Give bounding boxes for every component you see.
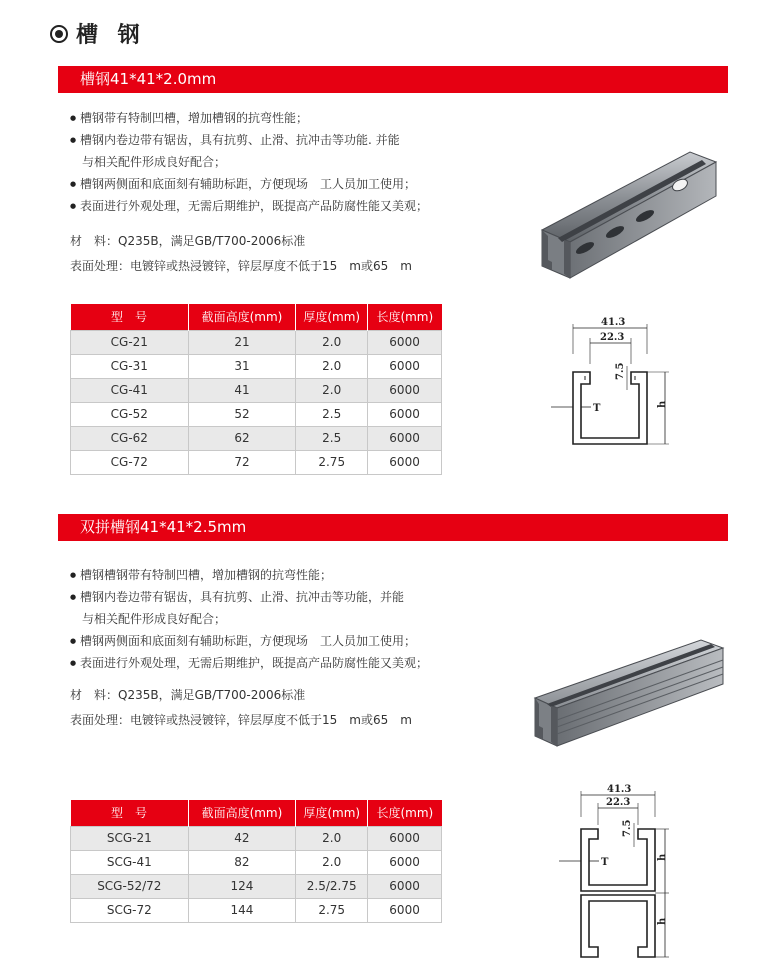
cell-model: CG-52 <box>71 402 189 426</box>
channel-product-image <box>530 140 730 290</box>
col-header-thickness: 厚度(mm) <box>296 304 368 330</box>
cell-height: 124 <box>188 874 296 898</box>
cell-length: 6000 <box>368 402 442 426</box>
cell-thickness: 2.5 <box>296 426 368 450</box>
material-spec <box>70 683 490 733</box>
cell-model: CG-62 <box>71 426 189 450</box>
dim-opening: 22.3 <box>606 797 631 808</box>
cell-length: 6000 <box>368 850 442 874</box>
surface-treatment-line: 表面处理：电镀锌或热浸镀锌，锌层厚度不低于15 m或65 m <box>70 713 412 727</box>
cell-length: 6000 <box>368 874 442 898</box>
dim-height-lower: h <box>657 917 668 925</box>
feature-item: ● 槽钢带有特制凹槽，增加槽钢的抗弯性能； <box>70 107 490 129</box>
cell-thickness: 2.0 <box>296 354 368 378</box>
double-channel-product-image <box>525 628 730 758</box>
table-row <box>71 850 442 874</box>
spec-table <box>70 800 442 923</box>
cell-length: 6000 <box>368 378 442 402</box>
feature-item: ● 槽钢内卷边带有锯齿，具有抗剪、止滑、抗冲击等功能. 并能 <box>70 129 490 151</box>
table-row <box>71 378 442 402</box>
dim-opening: 22.3 <box>600 332 625 343</box>
table-row <box>71 450 442 474</box>
cell-height: 42 <box>188 826 296 850</box>
cell-height: 41 <box>188 378 296 402</box>
cell-thickness: 2.5 <box>296 402 368 426</box>
feature-item: ● 表面进行外观处理，无需后期维护，既提高产品防腐性能又美观； <box>70 652 490 674</box>
feature-item: ● 槽钢两侧面和底面刻有辅助标距，方便现场 工人员加工使用； <box>70 630 490 652</box>
dim-thickness: T <box>601 857 609 868</box>
cell-length: 6000 <box>368 354 442 378</box>
table-row <box>71 898 442 922</box>
cell-model: SCG-72 <box>71 898 189 922</box>
col-header-height: 截面高度(mm) <box>188 800 296 826</box>
cell-height: 21 <box>188 330 296 354</box>
cell-length: 6000 <box>368 330 442 354</box>
target-bullet-icon <box>50 25 68 43</box>
cell-height: 31 <box>188 354 296 378</box>
feature-item: ● 槽钢槽钢带有特制凹槽，增加槽钢的抗弯性能； <box>70 564 490 586</box>
dim-thickness: T <box>593 403 601 414</box>
dim-lip: 7.5 <box>622 819 633 837</box>
cell-model: CG-41 <box>71 378 189 402</box>
cell-model: SCG-52/72 <box>71 874 189 898</box>
dim-height: h <box>657 400 668 408</box>
table-row <box>71 402 442 426</box>
material-spec <box>70 229 490 279</box>
table-header-row <box>71 800 442 826</box>
cell-thickness: 2.0 <box>296 826 368 850</box>
feature-item: ● 槽钢内卷边带有锯齿，具有抗剪、止滑、抗冲击等功能，并能 <box>70 586 490 608</box>
table-row <box>71 426 442 450</box>
cell-thickness: 2.0 <box>296 378 368 402</box>
feature-item: ● 槽钢两侧面和底面刻有辅助标距，方便现场 工人员加工使用； <box>70 173 490 195</box>
cell-model: SCG-21 <box>71 826 189 850</box>
feature-item-continuation: 与相关配件形成良好配合； <box>82 612 227 626</box>
material-line: 材 料：Q235B，满足GB/T700-2006标准 <box>70 688 306 702</box>
feature-item: ● 表面进行外观处理，无需后期维护，既提高产品防腐性能又美观； <box>70 195 490 217</box>
col-header-length: 长度(mm) <box>368 304 442 330</box>
table-row <box>71 874 442 898</box>
cell-model: SCG-41 <box>71 850 189 874</box>
cell-height: 52 <box>188 402 296 426</box>
col-header-thickness: 厚度(mm) <box>296 800 368 826</box>
material-line: 材 料：Q235B，满足GB/T700-2006标准 <box>70 234 306 248</box>
spec-table <box>70 304 442 475</box>
cell-height: 72 <box>188 450 296 474</box>
col-header-model: 型 号 <box>71 304 189 330</box>
feature-list <box>70 564 490 674</box>
dim-width: 41.3 <box>601 317 626 328</box>
col-header-height: 截面高度(mm) <box>188 304 296 330</box>
double-channel-section-drawing <box>545 783 685 963</box>
cell-length: 6000 <box>368 450 442 474</box>
col-header-model: 型 号 <box>71 800 189 826</box>
cell-model: CG-31 <box>71 354 189 378</box>
dim-lip: 7.5 <box>615 362 626 380</box>
cell-thickness: 2.5/2.75 <box>296 874 368 898</box>
table-row <box>71 330 442 354</box>
surface-treatment-line: 表面处理：电镀锌或热浸镀锌，锌层厚度不低于15 m或65 m <box>70 259 412 273</box>
cell-length: 6000 <box>368 898 442 922</box>
cell-thickness: 2.75 <box>296 898 368 922</box>
feature-item-continuation: 与相关配件形成良好配合； <box>82 155 227 169</box>
table-header-row <box>71 304 442 330</box>
cell-thickness: 2.75 <box>296 450 368 474</box>
cell-height: 62 <box>188 426 296 450</box>
table-row <box>71 826 442 850</box>
cell-height: 82 <box>188 850 296 874</box>
cell-model: CG-72 <box>71 450 189 474</box>
section-header-channel: 槽钢41*41*2.0mm <box>58 66 728 93</box>
cell-length: 6000 <box>368 426 442 450</box>
cell-thickness: 2.0 <box>296 330 368 354</box>
dim-height-upper: h <box>657 853 668 861</box>
col-header-length: 长度(mm) <box>368 800 442 826</box>
cell-length: 6000 <box>368 826 442 850</box>
cell-height: 144 <box>188 898 296 922</box>
cell-model: CG-21 <box>71 330 189 354</box>
channel-section-drawing <box>545 314 685 454</box>
dim-width: 41.3 <box>607 784 632 795</box>
feature-list <box>70 107 490 217</box>
section-header-double-channel: 双拼槽钢41*41*2.5mm <box>58 514 728 541</box>
table-row <box>71 354 442 378</box>
cell-thickness: 2.0 <box>296 850 368 874</box>
page-title: 槽 钢 <box>50 18 146 49</box>
